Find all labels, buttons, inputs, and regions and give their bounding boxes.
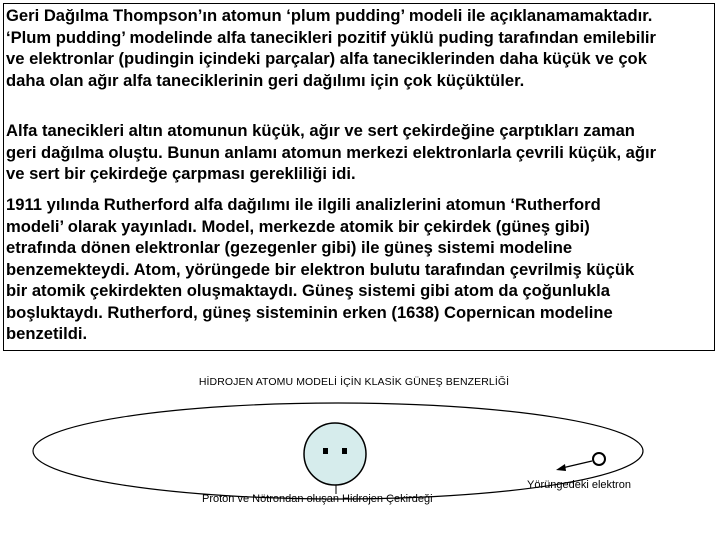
nucleus-label: Proton ve Nötrondan oluşan Hidrojen Çekirdeği (202, 493, 433, 505)
electron-pointer-arrow (556, 461, 592, 471)
paragraph-line: daha olan ağır alfa taneciklerinin geri dağılımı için çok küçüktüler. (6, 70, 525, 90)
paragraph-line: benzetildi. (6, 324, 88, 343)
paragraph-line: modeli’ olarak yayınladı. Model, merkezde atomik bir çekirdek (güneş gibi) (6, 216, 590, 236)
paragraph-line: ve elektronlar (pudingin içindeki parçalar) alfa taneciklerinden daha küçük ve çok (6, 49, 647, 68)
paragraph-line: geri dağılma oluştu. Bunun anlamı atomun merkezi elektronlarla çevrili küçük, ağır (6, 142, 657, 162)
electron-circle (593, 453, 605, 465)
nucleus-circle (304, 423, 366, 485)
paragraph-line: etrafında dönen elektronlar (gezegenler gibi) ile güneş sistemi modeline (6, 238, 573, 257)
paragraph-line: ve sert bir çekirdeğe çarpması gerekliliği idi. (6, 164, 356, 183)
paragraph-line: Geri Dağılma Thompson’ın atomun ‘plum pudding’ modeli ile açıklanamamaktadır. (6, 6, 653, 25)
paragraph-line: ‘Plum pudding’ modelinde alfa tanecikleri pozitif yüklü puding tarafından emilebilir (6, 27, 656, 47)
paragraph-line: 1911 yılında Rutherford alfa dağılımı ile ilgili analizlerini atomun ‘Rutherford (6, 195, 601, 214)
electron-label: Yörüngedeki elektron (527, 479, 631, 491)
neutron-particle (342, 448, 347, 454)
diagram-title-text: HİDROJEN ATOMU MODELİ İÇİN KLASİK GÜNEŞ BENZERLİĞİ (198, 376, 510, 388)
paragraph-line: Alfa tanecikleri altın atomunun küçük, ağır ve sert çekirdeğine çarptıkları zaman (6, 121, 635, 140)
proton-particle (323, 448, 328, 454)
paragraph-line: bir atomik çekirdekten oluşmaktaydı. Güneş sistemi gibi atom da çoğunlukla (6, 281, 610, 300)
paragraph-line: boşluktaydı. Rutherford, güneş sisteminin erken (1638) Copernican modeline (6, 302, 613, 322)
paragraph-line: benzemekteydi. Atom, yörüngede bir elektron bulutu tarafından çevrilmiş küçük (6, 259, 635, 279)
